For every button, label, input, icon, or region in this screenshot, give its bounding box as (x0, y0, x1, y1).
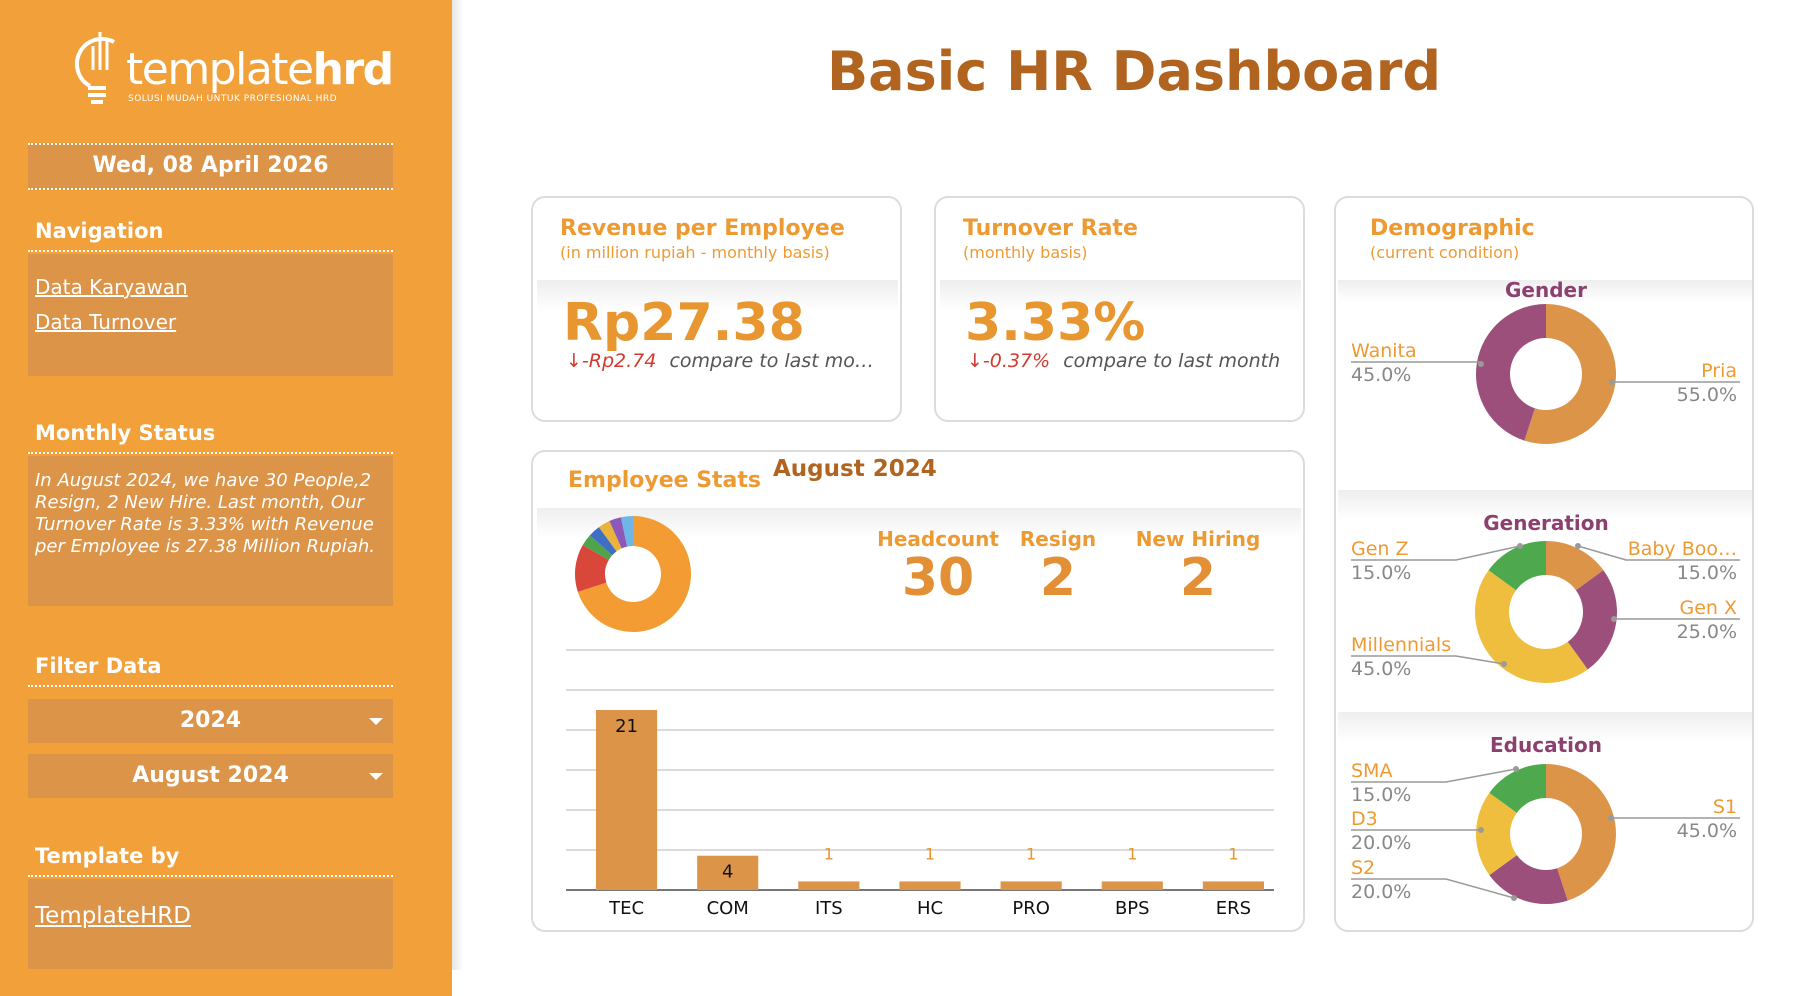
department-bar-chart (533, 622, 1303, 922)
generation-pct-gen-x: 25.0% (1676, 621, 1737, 643)
bar-label-ers: ERS (1215, 898, 1252, 919)
revenue-title: Revenue per Employee (560, 216, 845, 241)
employee-stats-title: Employee Stats (568, 468, 762, 493)
resign-label: Resign (1019, 527, 1097, 551)
gender-pct-wanita: 45.0% (1351, 364, 1412, 386)
revenue-delta-row (566, 350, 874, 372)
education-pct-s1: 45.0% (1676, 820, 1737, 842)
arrow-down-icon: ↓ (566, 350, 582, 372)
generation-leader-millennials-dot (1501, 661, 1507, 667)
bar-value-hc: 1 (924, 844, 936, 864)
generation-donut-slice-millennials (1475, 570, 1588, 683)
employee-stats-period: August 2024 (773, 456, 937, 482)
turnover-value: 3.33% (965, 293, 1146, 353)
education-leader-s2-dot (1511, 895, 1517, 901)
education-leader-d3-dot (1478, 827, 1484, 833)
nav-link-data-karyawan[interactable]: Data Karyawan (35, 275, 188, 299)
gender-leader-wanita-dot (1478, 361, 1484, 367)
templatehrd-logo (74, 26, 394, 122)
bar-value-its: 1 (823, 844, 834, 864)
bar-its (798, 881, 859, 890)
month-select-value: August 2024 (132, 763, 289, 788)
bar-value-tec: 21 (615, 716, 639, 737)
generation-leader-gen-z-dot (1517, 543, 1523, 549)
education-pct-sma: 15.0% (1351, 784, 1412, 806)
education-label-d3: D3 (1351, 808, 1378, 830)
monthly-status-text: In August 2024, we have 30 People,2 Resign, 2 New Hire. Last month, Our Turnover Rate is 3.33% with Revenue per Employee is 27.38 Million Rupiah. (35, 470, 376, 557)
arrow-down-icon: ↓ (967, 350, 983, 372)
employee-stats-card (531, 450, 1305, 932)
monthly-status-heading: Monthly Status (35, 421, 216, 445)
divider (28, 143, 393, 145)
divider (28, 250, 393, 252)
generation-label-millennials: Millennials (1351, 634, 1452, 656)
chevron-down-icon (369, 773, 383, 780)
bar-bps (1102, 881, 1163, 890)
bar-value-bps: 1 (1127, 844, 1138, 864)
department-donut-chart (573, 514, 693, 634)
bar-value-ers: 1 (1228, 844, 1239, 864)
templatehrd-link[interactable]: TemplateHRD (35, 903, 191, 929)
education-label-s2: S2 (1351, 857, 1376, 879)
bar-tec (596, 710, 657, 890)
generation-pct-baby-boomer: 15.0% (1676, 562, 1737, 584)
bar-hc (899, 881, 960, 890)
logo-tagline: SOLUSI MUDAH UNTUK PROFESIONAL HRD (128, 94, 338, 104)
filter-heading: Filter Data (35, 654, 162, 678)
generation-leader-baby-boomer-dot (1575, 543, 1581, 549)
generation-pct-gen-z: 15.0% (1351, 562, 1412, 584)
logo-wordmark: templatehrd (126, 44, 393, 95)
sidebar-shadow (452, 0, 464, 970)
revenue-delta: -Rp2.74 (581, 350, 657, 372)
education-leader-sma-dot (1513, 766, 1519, 772)
year-select-value: 2024 (179, 708, 242, 733)
education-title: Education (1490, 733, 1602, 757)
bar-label-com: COM (706, 898, 749, 919)
navigation-heading: Navigation (35, 219, 164, 243)
bar-label-tec: TEC (609, 898, 645, 919)
divider (28, 875, 393, 877)
bar-label-its: ITS (814, 898, 843, 919)
gender-pct-pria: 55.0% (1676, 384, 1737, 406)
generation-label-baby-boomer: Baby Boo… (1627, 538, 1737, 560)
generation-title: Generation (1483, 511, 1609, 535)
divider (28, 188, 393, 190)
turnover-delta-row (967, 350, 1280, 372)
gender-title: Gender (1505, 278, 1587, 302)
generation-pct-millennials: 45.0% (1351, 658, 1412, 680)
turnover-title: Turnover Rate (963, 216, 1138, 241)
bar-label-pro: PRO (1012, 898, 1050, 919)
divider (28, 452, 393, 454)
bar-value-com: 4 (721, 861, 734, 883)
demographic-title: Demographic (1370, 216, 1535, 241)
gender-leader-pria-dot (1609, 379, 1615, 385)
month-select[interactable] (28, 754, 393, 798)
year-select[interactable] (28, 699, 393, 743)
turnover-delta: -0.37% (982, 350, 1051, 372)
revenue-subtitle: (in million rupiah - monthly basis) (560, 243, 830, 262)
bar-label-hc: HC (916, 898, 944, 919)
education-label-sma: SMA (1351, 760, 1393, 782)
gender-label-wanita: Wanita (1351, 340, 1417, 362)
education-leader-s1-dot (1608, 815, 1614, 821)
new-hiring-value: 2 (1179, 548, 1217, 608)
monthly-status-panel (28, 456, 393, 606)
chevron-down-icon (369, 718, 383, 725)
education-label-s1: S1 (1712, 796, 1737, 818)
headcount-value: 30 (901, 548, 975, 608)
gender-label-pria: Pria (1701, 360, 1737, 382)
page-title: Basic HR Dashboard (827, 40, 1441, 103)
demographic-subtitle: (current condition) (1370, 243, 1520, 262)
current-date: Wed, 08 April 2026 (92, 153, 329, 178)
template-by-heading: Template by (35, 844, 180, 868)
divider (28, 685, 393, 687)
generation-label-gen-z: Gen Z (1351, 538, 1409, 560)
new-hiring-label: New Hiring (1135, 527, 1261, 551)
turnover-subtitle: (monthly basis) (963, 243, 1088, 262)
revenue-value: Rp27.38 (563, 293, 805, 353)
education-pct-s2: 20.0% (1351, 881, 1412, 903)
demographic-card (1334, 196, 1754, 932)
headcount-label: Headcount (877, 527, 999, 551)
education-pct-d3: 20.0% (1351, 832, 1412, 854)
turnover-card (934, 196, 1305, 422)
resign-value: 2 (1039, 548, 1077, 608)
generation-leader-gen-x-dot (1611, 616, 1617, 622)
bar-pro (1001, 881, 1062, 890)
turnover-compare: compare to last month (1063, 350, 1281, 372)
generation-label-gen-x: Gen X (1679, 597, 1737, 619)
date-panel (28, 143, 393, 190)
revenue-compare: compare to last mo… (669, 350, 874, 372)
revenue-card (531, 196, 902, 422)
nav-link-data-turnover[interactable]: Data Turnover (35, 310, 177, 334)
bar-label-bps: BPS (1114, 898, 1150, 919)
bar-ers (1203, 881, 1264, 890)
bar-value-pro: 1 (1026, 844, 1037, 864)
lightbulb-icon (74, 26, 124, 122)
